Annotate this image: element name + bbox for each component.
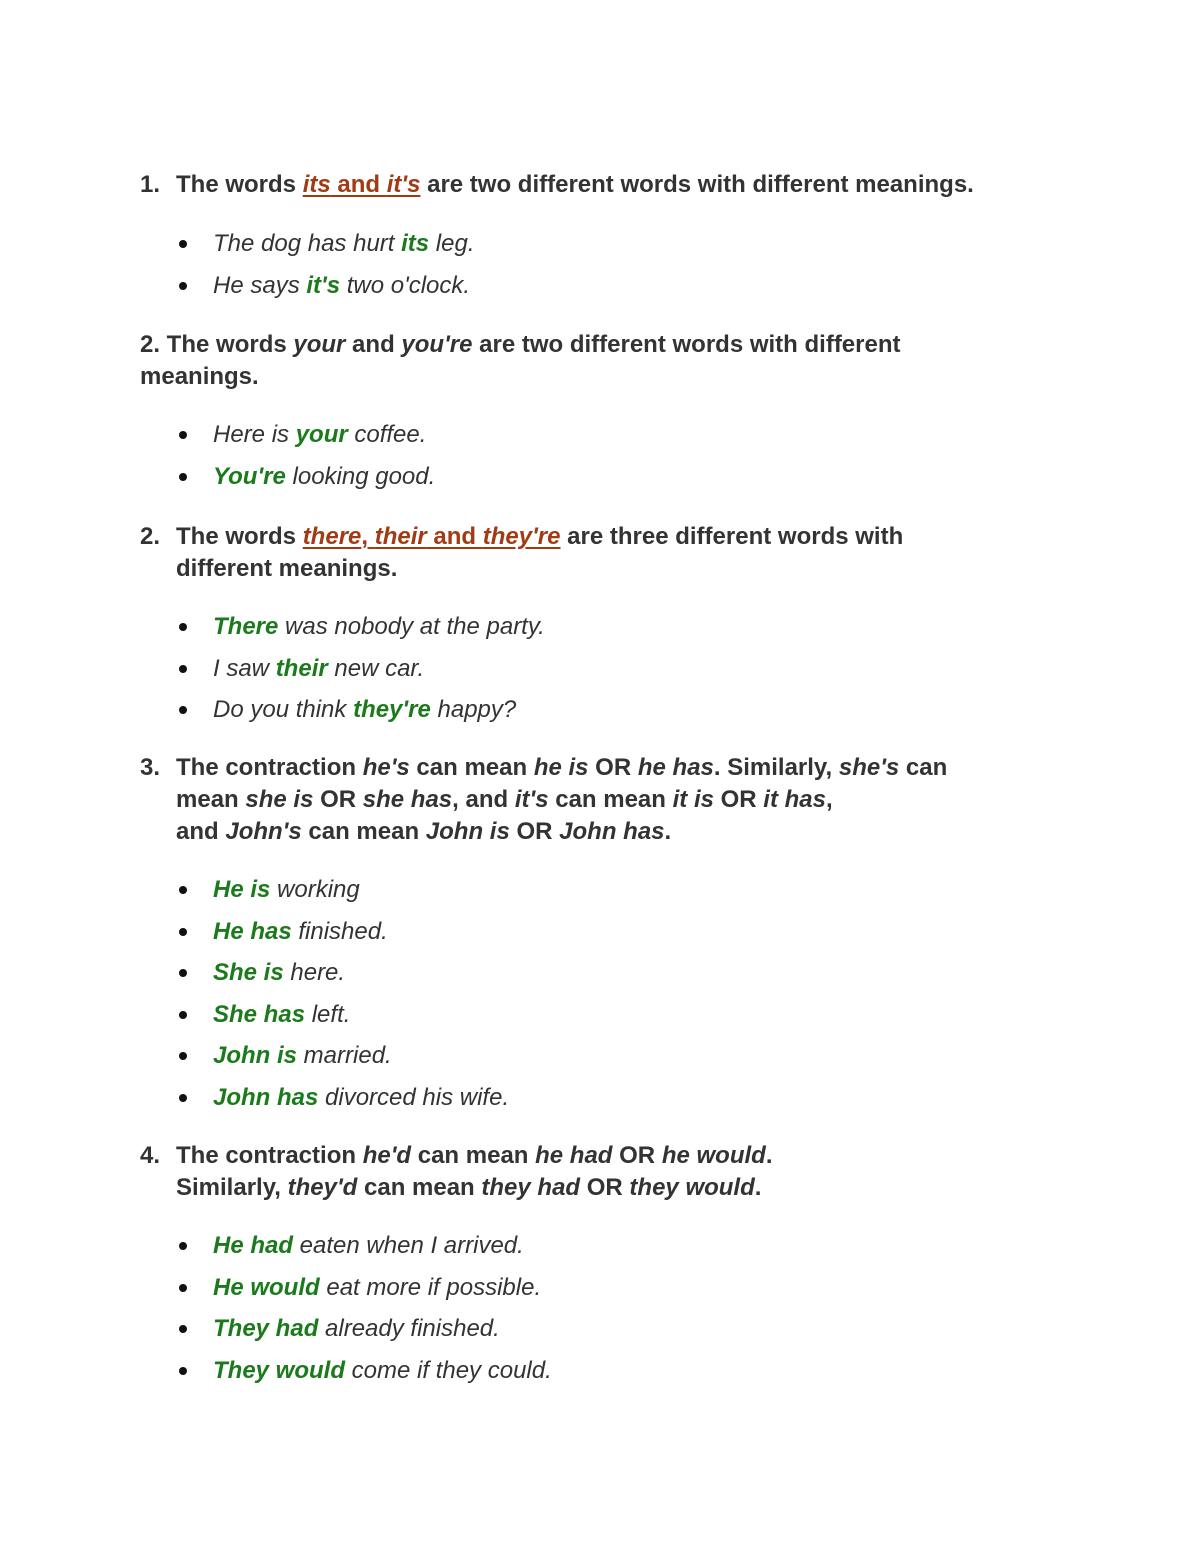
- bullet-icon: [179, 1052, 187, 1060]
- section-1-heading: 1. The words its and it's are two different words with different meanings.: [140, 169, 974, 201]
- bullet-icon: [179, 431, 187, 439]
- highlight-word: it's: [386, 171, 421, 198]
- bullet-icon: [179, 240, 187, 248]
- example-item: She is here.: [175, 958, 509, 1000]
- bullet-icon: [179, 1242, 187, 1250]
- bullet-icon: [179, 928, 187, 936]
- example-item: Do you think they're happy?: [175, 695, 545, 737]
- example-item: They had already finished.: [175, 1314, 552, 1356]
- section-number: 3.: [140, 754, 161, 781]
- example-item: John is married.: [175, 1041, 509, 1083]
- section-3-heading: 2. The words there, their and they're are three different words with different meanings.: [140, 523, 904, 582]
- section-5-examples: [175, 1231, 552, 1397]
- example-item: You're looking good.: [175, 462, 435, 504]
- section-4-examples: [175, 875, 509, 1124]
- example-item: He says it's two o'clock.: [175, 271, 475, 313]
- example-item: She has left.: [175, 1000, 509, 1042]
- section-1-examples: [175, 229, 475, 312]
- bullet-icon: [179, 886, 187, 894]
- bullet-icon: [179, 1094, 187, 1102]
- example-item: He has finished.: [175, 917, 509, 959]
- section-2-examples: [175, 420, 435, 503]
- example-item: He would eat more if possible.: [175, 1273, 552, 1315]
- highlight-word: their: [374, 523, 427, 550]
- highlight-word: they're: [482, 523, 561, 550]
- section-number: 1.: [140, 171, 161, 198]
- bullet-icon: [179, 623, 187, 631]
- section-3-examples: [175, 612, 545, 737]
- bullet-icon: [179, 665, 187, 673]
- example-item: There was nobody at the party.: [175, 612, 545, 654]
- example-item: They would come if they could.: [175, 1356, 552, 1398]
- example-item: Here is your coffee.: [175, 420, 435, 462]
- bullet-icon: [179, 1325, 187, 1333]
- bullet-icon: [179, 473, 187, 481]
- highlight-word: its: [302, 171, 331, 198]
- section-4-heading: 3. The contraction he's can mean he is OR he has. Similarly, she's can mean she is OR she has, and it's can mean it is OR it has, and John's can mean John is OR John has.: [140, 754, 948, 845]
- example-item: He had eaten when I arrived.: [175, 1231, 552, 1273]
- example-item: John has divorced his wife.: [175, 1083, 509, 1125]
- bullet-icon: [179, 706, 187, 714]
- section-5-heading: 4. The contraction he'd can mean he had OR he would. Similarly, they'd can mean they had OR they would.: [140, 1142, 773, 1201]
- section-number: 4.: [140, 1142, 161, 1169]
- highlight-word: there: [302, 523, 362, 550]
- bullet-icon: [179, 1011, 187, 1019]
- section-number: 2.: [140, 523, 161, 550]
- example-item: He is working: [175, 875, 509, 917]
- example-item: The dog has hurt its leg.: [175, 229, 475, 271]
- example-item: I saw their new car.: [175, 654, 545, 696]
- section-2-heading: 2. The words your and you're are two different words with different meanings.: [140, 331, 901, 390]
- bullet-icon: [179, 1367, 187, 1375]
- bullet-icon: [179, 282, 187, 290]
- bullet-icon: [179, 969, 187, 977]
- bullet-icon: [179, 1284, 187, 1292]
